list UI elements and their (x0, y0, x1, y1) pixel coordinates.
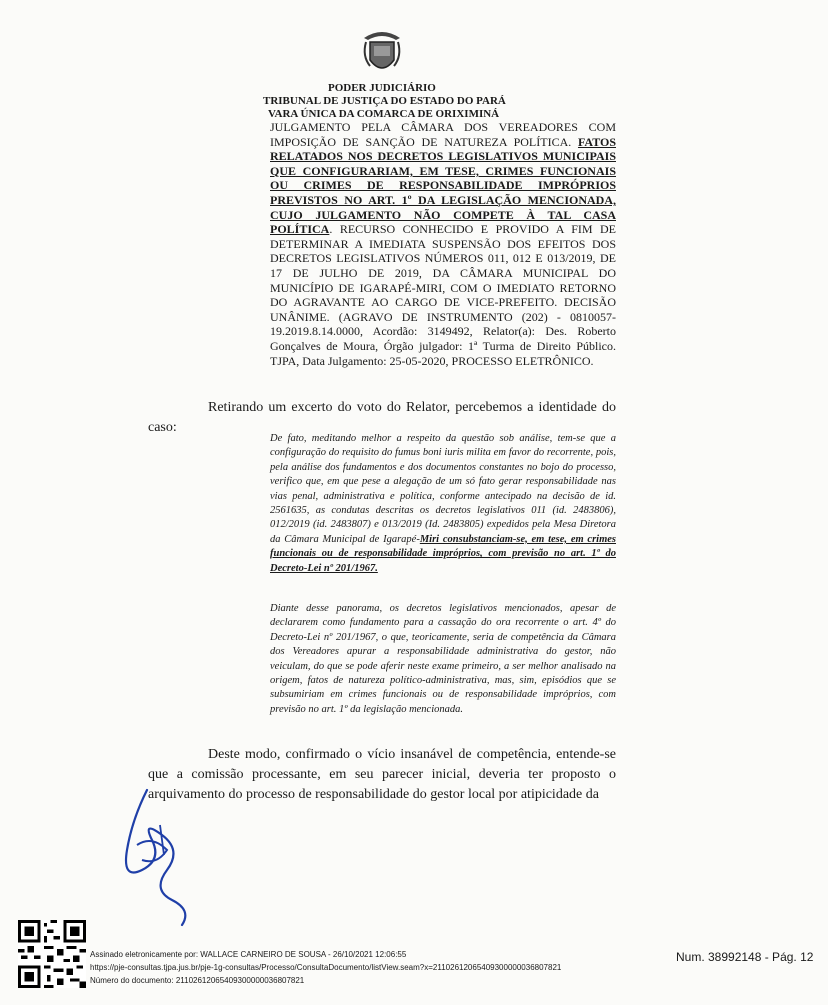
quote1-highlight: Miri consubstanciam-se, em tese, em crimes funcionais ou de responsabilidade impróprios, com previsão no art. 1º do Decreto-Lei nº 201/1967. (270, 533, 617, 574)
quote1-part1: De fato, meditando melhor a respeito da questão sob análise, tem-se que a configuração do requisito do fumus boni iuris milita em favor do recorrente, pois, pela análise dos fundamentos e dos documentos constantes no bojo do processo, verifico que, em que pese a alegação de um só fato gerar responsabilidade nas vias penal, administrativa e política, conforme antecipado na decisão de id. 2561635, as condutas descritas os decretos legislativos 011 (id. 2483806), 012/2019 (id. 2483807) e 013/2019 (Id. 2483805) expedidos pela Mesa Diretora da Câmara Municipal de Igarapé- (270, 433, 616, 545)
ementa-citation: (AGRAVO DE INSTRUMENTO (202) - 0810057-19.2019.8.14.0000, Acordão: 3149492, Relator(a): Des. Roberto Gonçalves de Moura, Órgão julgador: 1ª Turma de Direito Público. TJPA, Data Julgamento: 25-05-2020, PROCESSO ELETRÔNICO. (270, 309, 616, 368)
footer-document-number: Número do documento: 21102612065409300000036807821 (90, 976, 305, 985)
ementa-highlight: FATOS RELATADOS NOS DECRETOS LEGISLATIVOS MUNICIPAIS QUE CONFIGURARIAM, EM TESE, CRIMES FUNCIONAIS OU CRIMES DE RESPONSABILIDADE IMPRÓPRIOS PREVISTOS NO ART. 1º DA LEGISLAÇÃO MENCIONADA, CUJO JULGAMENTO NÃO COMPETE À TAL CASA POLÍTICA (270, 134, 616, 237)
ementa-block (270, 120, 616, 368)
relator-quote-1 (270, 432, 616, 576)
paragraph-intro: Retirando um excerto do voto do Relator, percebemos a identidade do caso: (148, 400, 616, 435)
qr-code-icon (18, 920, 86, 988)
footer-signed-by: Assinado eletronicamente por: WALLACE CARNEIRO DE SOUSA - 26/10/2021 12:06:55 (90, 950, 407, 959)
ementa-part1: JULGAMENTO PELA CÂMARA DOS VEREADORES COM IMPOSIÇÃO DE SANÇÃO DE NATUREZA POLÍTICA. (270, 120, 616, 149)
header-poder-judiciario: PODER JUDICIÁRIO (328, 82, 436, 94)
paragraph-conclusion: Deste modo, confirmado o vício insanável de competência, entende-se que a comissão processante, em seu parecer inicial, deveria ter proposto o arquivamento do processo de responsabilidade do gestor local por atipicidade da (148, 747, 616, 802)
ementa-part3: . RECURSO CONHECIDO E PROVIDO A FIM DE DETERMINAR A IMEDIATA SUSPENSÃO DOS EFEITOS DOS DECRETOS LEGISLATIVOS NÚMEROS 011, 012 E 013/2019, DE 17 DE JULHO DE 2019, DA CÂMARA MUNICIPAL DO MUNICÍPIO DE IGARAPÉ-MIRI, COM O IMEDIATO RETORNO DO AGRAVANTE AO CARGO DE VICE-PREFEITO. DECISÃO UNÂNIME. (270, 222, 616, 324)
page-number: Num. 38992148 - Pág. 12 (676, 950, 814, 964)
footer-url[interactable]: https://pje-consultas.tjpa.jus.br/pje-1g-consultas/Processo/ConsultaDocumento/listView.seam?x=21102612065409300000036807821 (90, 963, 562, 972)
relator-quote-2: Diante desse panorama, os decretos legislativos mencionados, apesar de declararem como fundamento para a cassação do ora recorrente o art. 4º do Decreto-Lei nº 201/1967, o que, teoricamente, seria de competência da Câmara dos Vereadores apurar a responsabilidade administrativa do gestor, não veiculam, do que se pode aferir neste exame primeiro, a ser melhor analisado na origem, fatos de natureza político-administrativa, mas, sim, episódios que se subsumiriam em crimes funcionais ou de responsabilidade impróprios, com previsão no art. 1º da legislação mencionada. (270, 603, 616, 715)
handwritten-signature (112, 780, 212, 930)
header-vara: VARA ÚNICA DA COMARCA DE ORIXIMINÁ (268, 108, 500, 120)
coat-of-arms-icon (360, 26, 404, 78)
header-tribunal: TRIBUNAL DE JUSTIÇA DO ESTADO DO PARÁ (263, 95, 506, 107)
